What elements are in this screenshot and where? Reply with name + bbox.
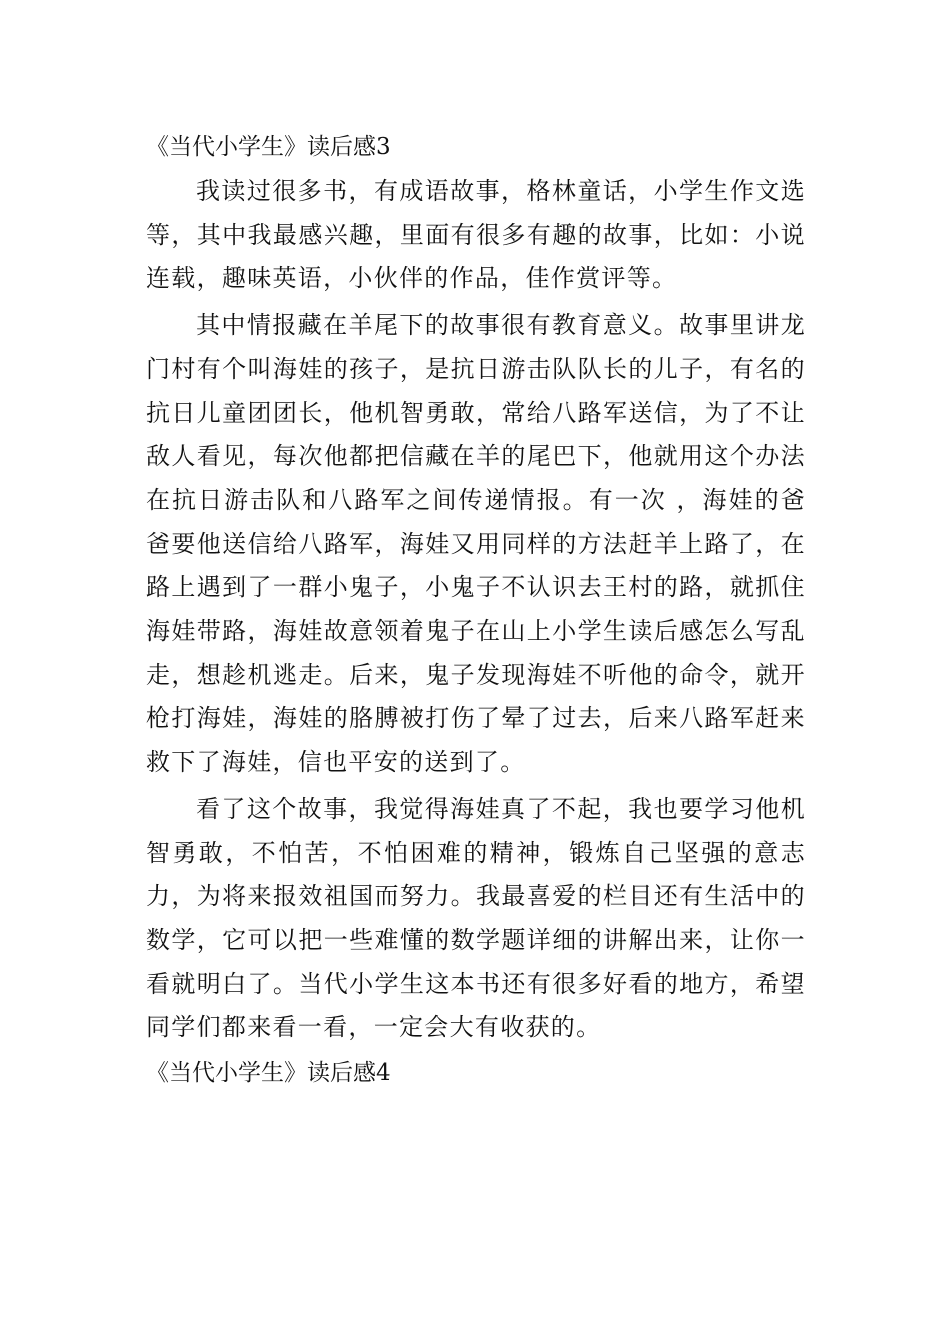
paragraph: 其中情报藏在羊尾下的故事很有教育意义。故事里讲龙门村有个叫海娃的孩子，是抗日游击队队长的儿子，有名的抗日儿童团团长，他机智勇敢，常给八路军送信，为了不让敌人看见，每次他都把信藏在羊的尾巴下，他就用这个办法在抗日游击队和八路军之间传递情报。有一次 ，海娃的爸爸要他送信给八路军，海娃又用同样的方法赶羊上路了，在路上遇到了一群小鬼子，小鬼子不认识去王村的路，就抓住海娃带路，海娃故意领着鬼子在山上小学生读后感怎么写乱走，想趁机逃走。后来，鬼子发现海娃不听他的命令，就开枪打海娃，海娃的胳膊被打伤了晕了过去，后来八路军赶来救下了海娃，信也平安的送到了。 [146,311,806,777]
section-heading: 《当代小学生》读后感3 [146,134,391,160]
paragraph: 我读过很多书，有成语故事，格林童话，小学生作文选等，其中我最感兴趣，里面有很多有趣的故事，比如：小说连载，趣味英语，小伙伴的作品，佳作赏评等。 [146,177,806,293]
document-page [146,128,806,1096]
paragraph: 看了这个故事，我觉得海娃真了不起，我也要学习他机智勇敢，不怕苦，不怕困难的精神，锻炼自己坚强的意志力，为将来报效祖国而努力。我最喜爱的栏目还有生活中的数学，它可以把一些难懂的数学题详细的讲解出来，让你一看就明白了。当代小学生这本书还有很多好看的地方，希望同学们都来看一看，一定会大有收获的。 [146,794,806,1042]
section-heading: 《当代小学生》读后感4 [146,1060,391,1087]
